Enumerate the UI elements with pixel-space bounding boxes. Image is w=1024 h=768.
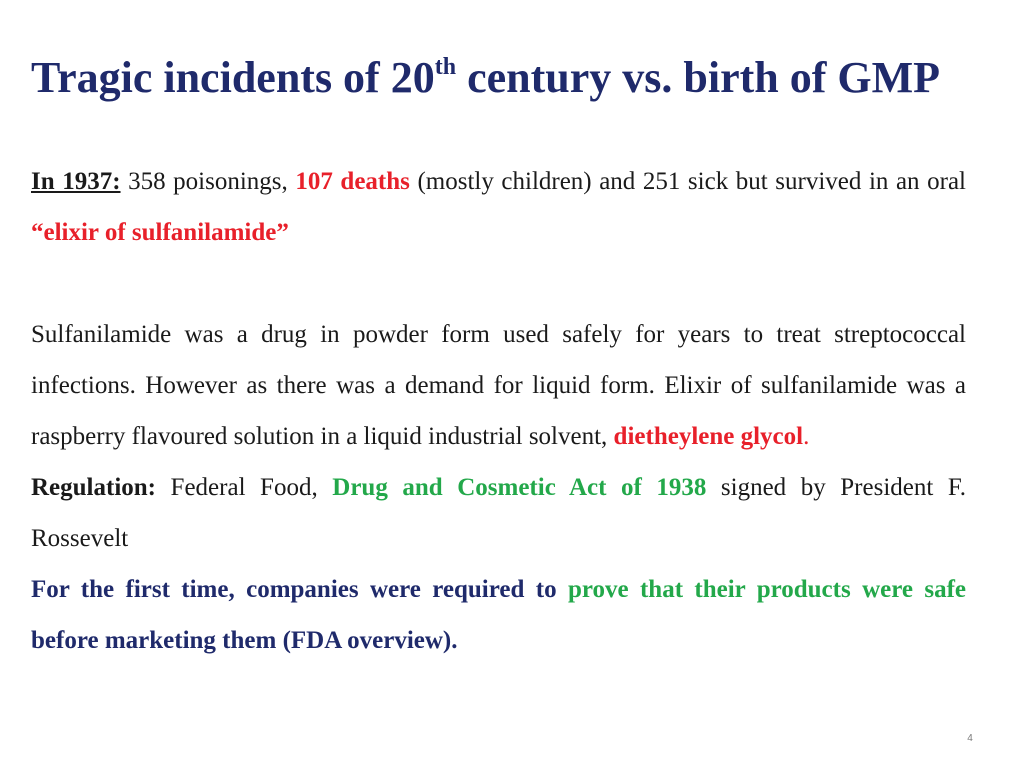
title-text-end: century vs. birth of GMP xyxy=(456,53,940,102)
paragraph-spacer xyxy=(31,258,966,309)
requirement-text: For the first time, companies were required to xyxy=(31,576,568,603)
page-number: 4 xyxy=(967,733,973,744)
slide-title xyxy=(31,52,991,104)
elixir-highlight: “elixir of sulfanilamide” xyxy=(31,219,289,246)
paragraph-1937-incident xyxy=(31,156,966,258)
prove-safe-highlight: prove that their products were safe xyxy=(567,576,966,603)
title-superscript: th xyxy=(434,54,457,81)
poisonings-text: 358 poisonings, xyxy=(120,168,296,195)
title-text-start: Tragic incidents of 20 xyxy=(31,53,435,102)
survivors-text: (mostly children) and 251 sick but survived in an oral xyxy=(409,168,966,195)
paragraph-regulation xyxy=(31,462,966,564)
solvent-period: . xyxy=(803,423,810,450)
sulfanilamide-text: Sulfanilamide was a drug in powder form used safely for years to treat streptococcal infections. However as there was a demand for liquid form. Elixir of sulfanilamide was a raspberry flavoured solution in a liquid industrial solvent, xyxy=(31,321,966,450)
marketing-text: before marketing them (FDA overview). xyxy=(31,627,458,654)
deaths-highlight: 107 deaths xyxy=(295,168,410,195)
solvent-highlight: dietheylene glycol xyxy=(613,423,804,450)
signed-by-text: signed by President F. Rossevelt xyxy=(31,474,967,552)
regulation-label: Regulation: xyxy=(31,474,156,501)
slide-body xyxy=(31,156,966,666)
act-highlight: Drug and Cosmetic Act of 1938 xyxy=(332,474,707,501)
year-label: In 1937: xyxy=(31,168,121,195)
paragraph-first-time xyxy=(31,564,966,666)
paragraph-sulfanilamide xyxy=(31,309,966,462)
regulation-text: Federal Food, xyxy=(156,474,333,501)
